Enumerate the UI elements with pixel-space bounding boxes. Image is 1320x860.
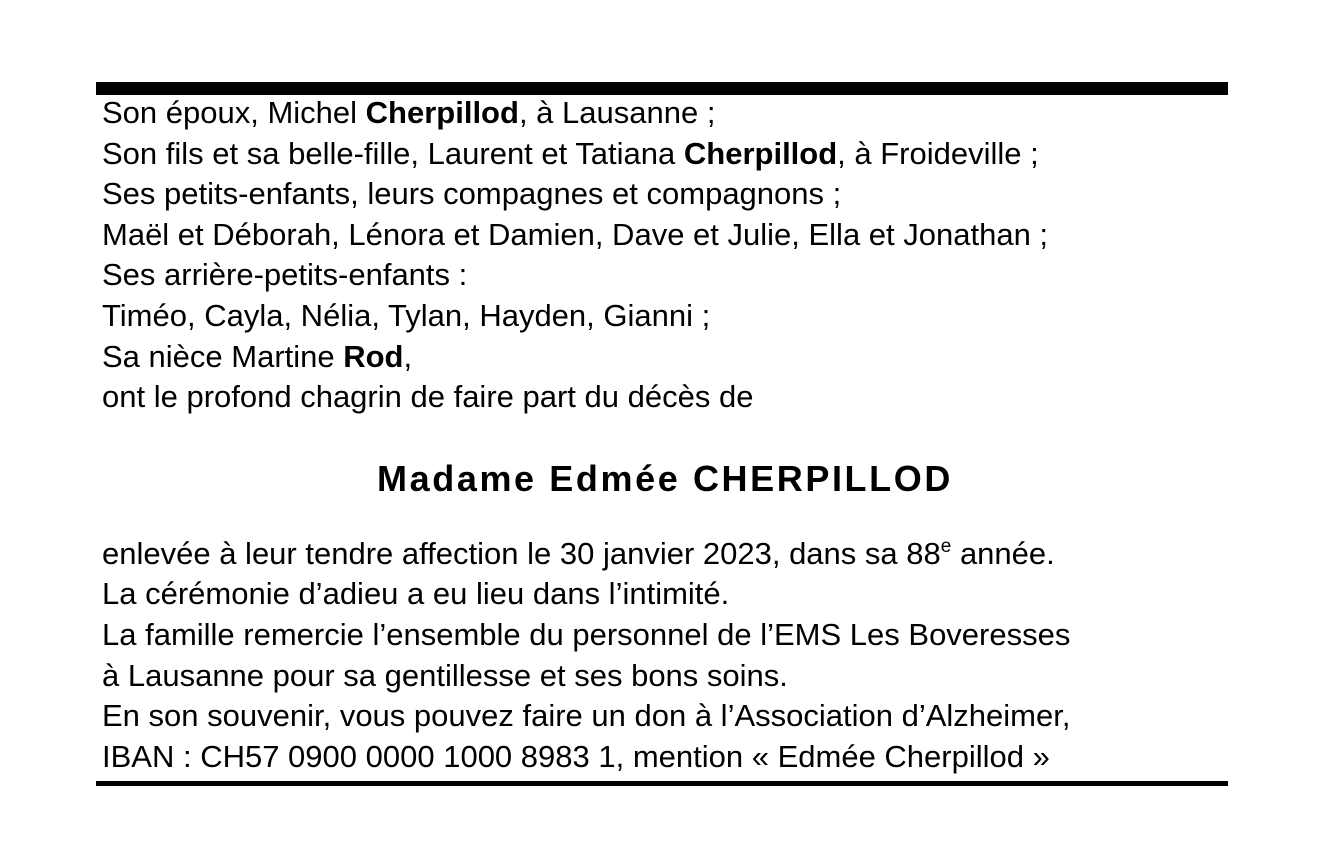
- family-line-grandchildren-intro: Ses petits-enfants, leurs compagnes et compagnons ;: [102, 176, 842, 212]
- family-line-great-grandchildren-names: Timéo, Cayla, Nélia, Tylan, Hayden, Gianni ;: [102, 297, 711, 333]
- thanks-line-1: La famille remercie l’ensemble du personnel de l’EMS Les Boveresses: [102, 616, 1071, 652]
- husband-surname: Cherpillod: [365, 95, 519, 130]
- family-line-niece: Sa nièce Martine Rod,: [102, 338, 413, 374]
- announcement-line: ont le profond chagrin de faire part du décès de: [102, 379, 754, 415]
- niece-surname: Rod: [343, 338, 404, 374]
- son-surname: Cherpillod: [683, 135, 838, 171]
- obituary-notice: [96, 82, 1228, 786]
- family-line-son: Son fils et sa belle-fille, Laurent et Tatiana Cherpillod, à Froideville ;: [102, 135, 1039, 171]
- details-list: [96, 534, 1228, 778]
- deceased-name: Madame Edmée CHERPILLOD: [377, 457, 953, 499]
- family-list: [96, 93, 1228, 418]
- ordinal-superscript: e: [940, 535, 952, 557]
- death-date-line: enlevée à leur tendre affection le 30 janvier 2023, dans sa 88e année.: [102, 535, 1055, 571]
- bottom-rule: [96, 781, 1228, 786]
- ceremony-line: La cérémonie d’adieu a eu lieu dans l’intimité.: [102, 576, 730, 612]
- family-line-great-grandchildren-intro: Ses arrière-petits-enfants :: [102, 257, 468, 293]
- donation-line-1: En son souvenir, vous pouvez faire un don à l’Association d’Alzheimer,: [102, 698, 1071, 734]
- thanks-line-2: à Lausanne pour sa gentillesse et ses bons soins.: [102, 657, 788, 693]
- family-line-husband: Son époux, Michel Cherpillod, à Lausanne ;: [102, 95, 716, 130]
- donation-line-2: IBAN : CH57 0900 0000 1000 8983 1, mention « Edmée Cherpillod »: [102, 738, 1050, 774]
- family-line-grandchildren-names: Maël et Déborah, Lénora et Damien, Dave et Julie, Ella et Jonathan ;: [102, 216, 1049, 252]
